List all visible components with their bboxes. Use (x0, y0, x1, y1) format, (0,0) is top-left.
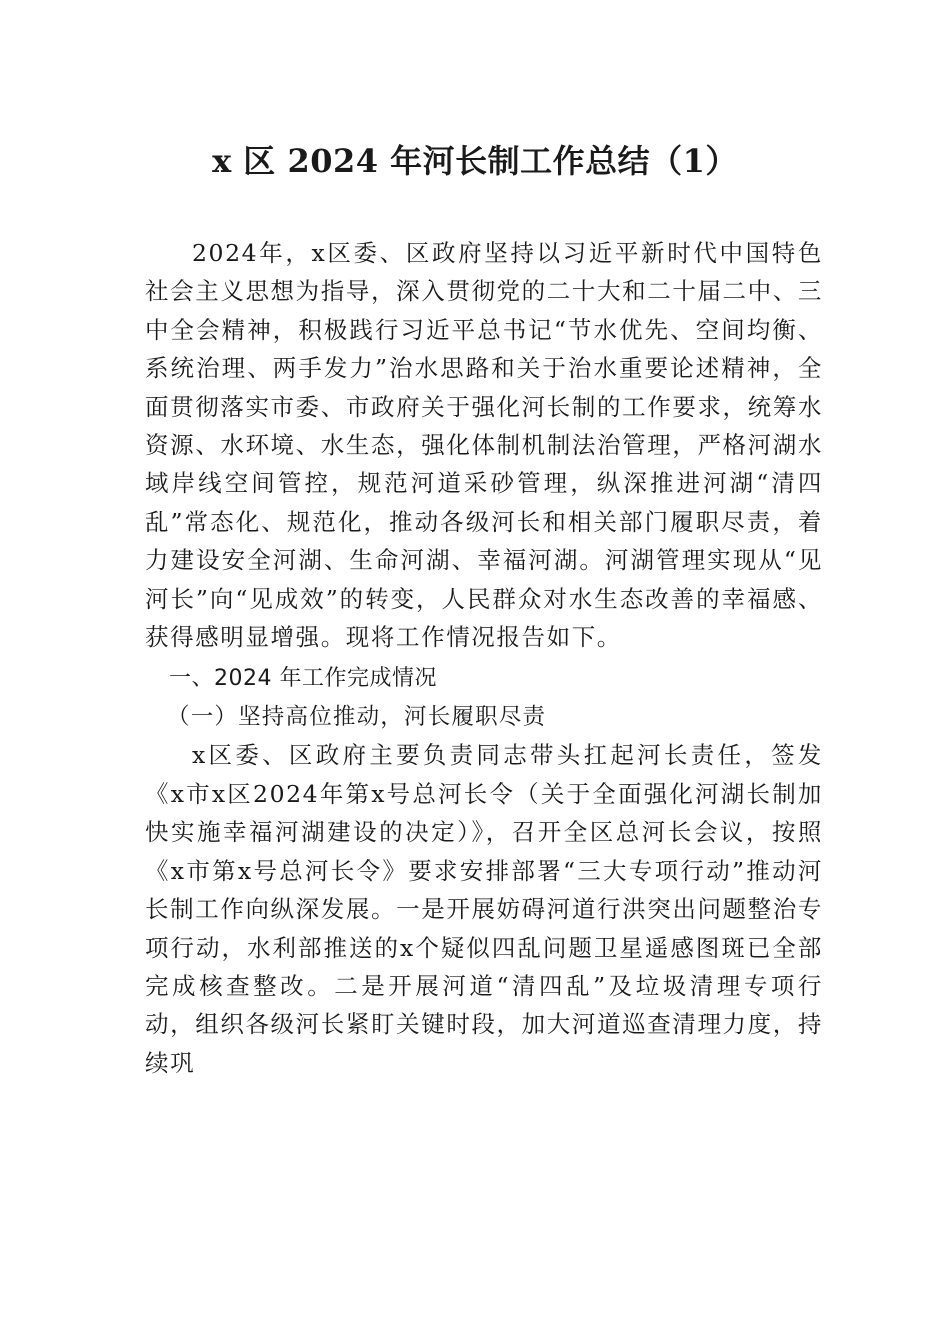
document-title: x 区 2024 年河长制工作总结（1） (212, 142, 738, 180)
subsection-heading: （一）坚持高位推动，河长履职尽责 (167, 704, 547, 731)
subsection-paragraph: x区委、区政府主要负责同志带头扛起河长责任，签发《x市x区2024年第x号总河长令（关于全面强化河湖长制加快实施幸福河湖建设的决定）》，召开全区总河长会议，按照《x市第x号总河长令》要求安排部署“三大专项行动”推动河长制工作向纵深发展。一是开展妨碍河道行洪突出问题整治专项行动，水利部推送的x个疑似四乱问题卫星遥感图斑已全部完成核查整改。二是开展河道“清四乱”及垃圾清理专项行动，组织各级河长紧盯关键时段，加大河道巡查清理力度，持续巩 (145, 741, 823, 1077)
document-body (145, 234, 823, 1082)
section-heading: 一、2024 年工作完成情况 (169, 666, 437, 692)
intro-paragraph: 2024年，x区委、区政府坚持以习近平新时代中国特色社会主义思想为指导，深入贯彻党的二十大和二十届二中、三中全会精神，积极践行习近平总书记“节水优先、空间均衡、系统治理、两手发力”治水思路和关于治水重要论述精神，全面贯彻落实市委、市政府关于强化河长制的工作要求，统筹水资源、水环境、水生态，强化体制机制法治管理，严格河湖水域岸线空间管控，规范河道采砂管理，纵深推进河湖“清四乱”常态化、规范化，推动各级河长和相关部门履职尽责，着力建设安全河湖、生命河湖、幸福河湖。河湖管理实现从“见河长”向“见成效”的转变，人民群众对水生态改善的幸福感、获得感明显增强。现将工作情况报告如下。 (145, 239, 823, 652)
